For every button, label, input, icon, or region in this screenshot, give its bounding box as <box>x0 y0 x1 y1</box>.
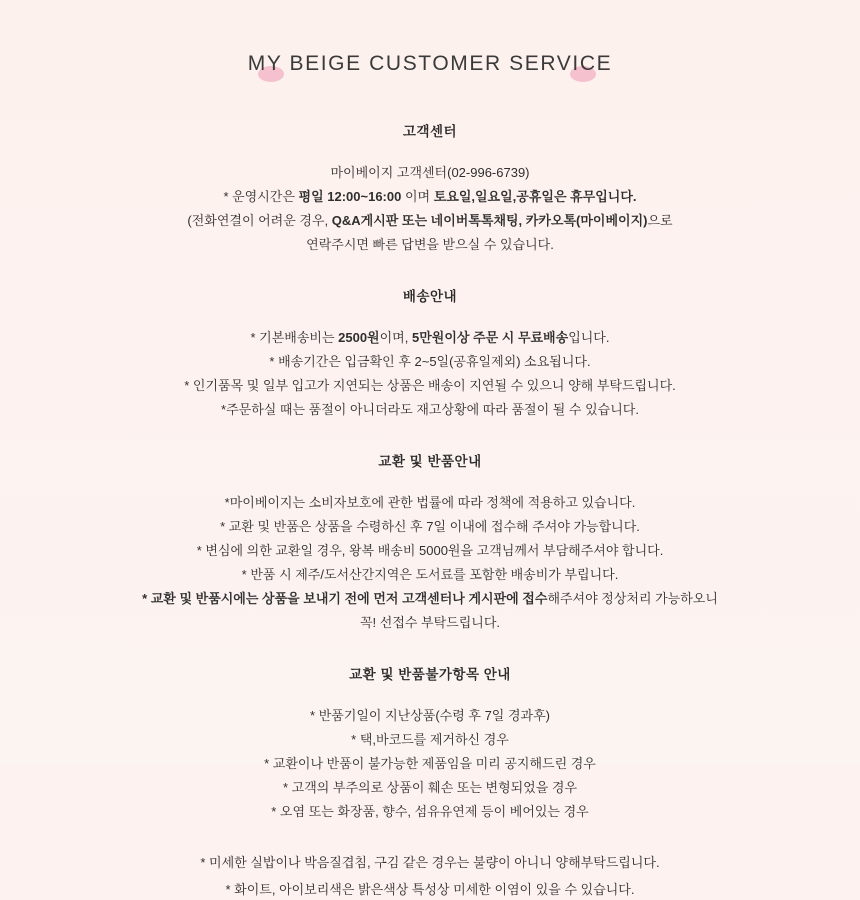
footer-lines <box>0 852 860 900</box>
section-heading: 교환 및 반품안내 <box>378 454 482 469</box>
body-text: * 고객의 부주의로 상품이 훼손 또는 변형되었을 경우 <box>282 780 578 795</box>
content-line <box>30 234 830 255</box>
content-line <box>30 753 830 774</box>
emphasis-text: * <box>142 591 151 606</box>
body-text: * 교환이나 반품이 불가능한 제품임을 미리 공지해드린 경우 <box>264 756 596 771</box>
section-heading: 배송안내 <box>402 289 458 304</box>
emphasis-text: Q&A게시판 또는 네이버톡톡채팅, 카카오톡(마이베이지) <box>331 213 648 228</box>
body-text: * 화이트, 아이보리색은 밝은색상 특성상 미세한 이염이 있을 수 있습니다. <box>225 882 635 897</box>
content-line <box>30 801 830 822</box>
content-section <box>0 663 860 822</box>
body-text: * 변심에 의한 교환일 경우, 왕복 배송비 5000원을 고객님께서 부담해주셔야 합니다. <box>196 543 664 558</box>
body-text: * 교환 및 반품은 상품을 수령하신 후 7일 이내에 접수해 주셔야 가능합니다. <box>220 519 640 534</box>
body-text: 연락주시면 빠른 답변을 받으실 수 있습니다. <box>306 237 554 252</box>
emphasis-text: 교환 및 반품시에는 상품을 보내기 전에 먼저 <box>150 591 403 606</box>
body-text: * 인기품목 및 일부 입고가 지연되는 상품은 배송이 지연될 수 있으니 양해 부탁드립니다. <box>184 378 676 393</box>
content-line <box>30 162 830 183</box>
content-section <box>0 120 860 255</box>
content-line <box>30 705 830 726</box>
body-text: * 반품 시 제주/도서산간지역은 도서료를 포함한 배송비가 부립니다. <box>241 567 619 582</box>
body-text: (전화연결이 어려운 경우, <box>187 213 332 228</box>
content-line <box>30 516 830 537</box>
content-line <box>30 327 830 348</box>
content-line <box>30 375 830 396</box>
emphasis-text: 고객센터나 게시판에 접수 <box>402 591 548 606</box>
sections-container <box>0 120 860 822</box>
body-text: * 오염 또는 화장품, 향수, 섬유유연제 등이 베어있는 경우 <box>271 804 589 819</box>
body-text: 꼭! 선접수 부탁드립니다. <box>359 615 501 630</box>
content-line <box>30 588 830 609</box>
body-text: * 운영시간은 <box>223 189 299 204</box>
body-text: 마이베이지 고객센터(02-996-6739) <box>330 165 530 180</box>
content-section <box>0 450 860 633</box>
body-text: 이며, <box>379 330 412 345</box>
page-title: MY BEIGE CUSTOMER SERVICE <box>247 52 613 75</box>
body-text: 입니다. <box>568 330 610 345</box>
content-line <box>30 399 830 420</box>
body-text: 해주셔야 정상처리 가능하오니 <box>547 591 718 606</box>
body-text: 으로 <box>647 213 673 228</box>
content-line <box>30 564 830 585</box>
body-text: 이며 <box>401 189 434 204</box>
body-text: * 미세한 실밥이나 박음질겹침, 구김 같은 경우는 불량이 아니니 양해부탁드립니다. <box>200 855 660 870</box>
emphasis-text: 평일 12:00~16:00 <box>298 189 402 204</box>
body-text: * 택,바코드를 제거하신 경우 <box>351 732 509 747</box>
content-line <box>30 186 830 207</box>
content-line <box>30 612 830 633</box>
content-line <box>30 351 830 372</box>
footer-notes <box>0 852 860 900</box>
content-line <box>30 879 830 900</box>
section-heading: 교환 및 반품불가항목 안내 <box>349 667 511 682</box>
content-line <box>30 777 830 798</box>
content-line <box>30 210 830 231</box>
body-text: * 반품기일이 지난상품(수령 후 7일 경과후) <box>310 708 550 723</box>
page-title-wrap <box>0 52 860 94</box>
emphasis-text: 5만원이상 주문 시 무료배송 <box>411 330 569 345</box>
content-line <box>30 540 830 561</box>
body-text: * 기본배송비는 <box>250 330 339 345</box>
content-section <box>0 285 860 420</box>
emphasis-text: 토요일,일요일,공휴일은 휴무입니다. <box>433 189 637 204</box>
body-text: *마이베이지는 소비자보호에 관한 법률에 따라 정책에 적용하고 있습니다. <box>224 495 636 510</box>
content-line <box>30 852 830 873</box>
emphasis-text: 2500원 <box>338 330 380 345</box>
content-line <box>30 729 830 750</box>
body-text: *주문하실 때는 품절이 아니더라도 재고상황에 따라 품절이 될 수 있습니다. <box>221 402 639 417</box>
section-heading: 고객센터 <box>402 124 458 139</box>
content-line <box>30 492 830 513</box>
body-text: * 배송기간은 입금확인 후 2~5일(공휴일제외) 소요됩니다. <box>269 354 591 369</box>
